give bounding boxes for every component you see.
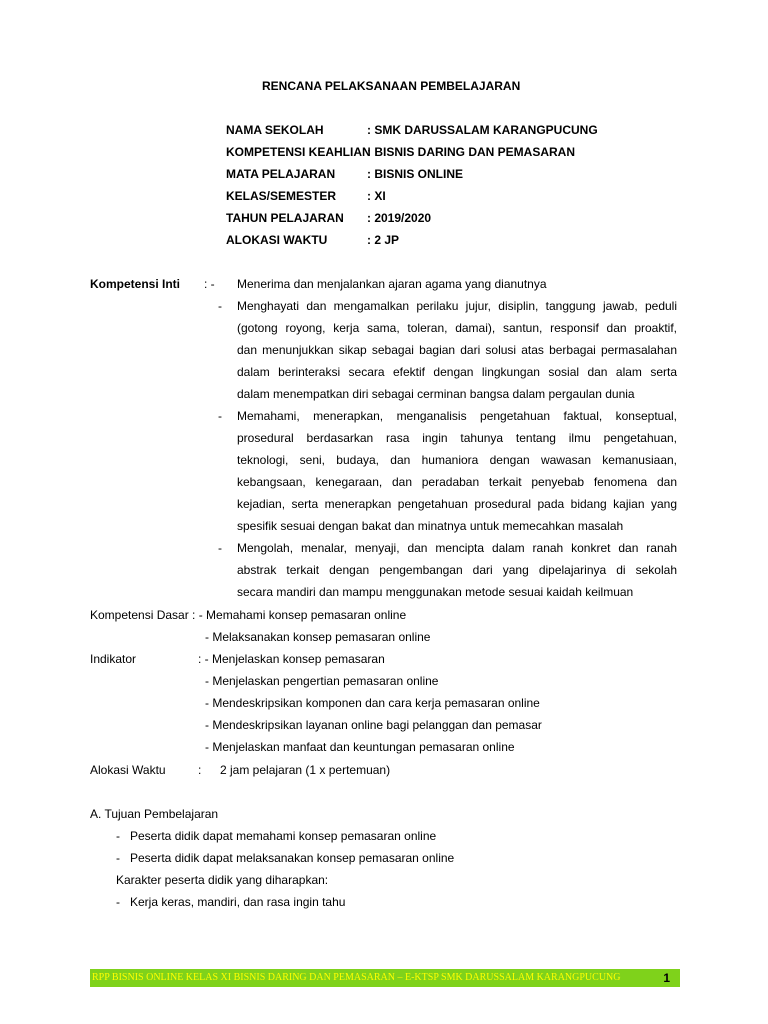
ki-item-2-line: dalam menempatkan diri sebagai cerminan bangsa dalam pergaulan dunia [237,387,635,401]
ki-item-2-line: (gotong royong, kerja sama, toleran, damai), santun, responsif dan proaktif, [237,321,677,335]
tujuan-item: Peserta didik dapat melaksanakan konsep pemasaran online [130,851,455,865]
list-dash: - [116,895,120,909]
alokasi-label: Alokasi Waktu [90,763,166,777]
karakter-item: Kerja keras, mandiri, dan rasa ingin tahu [130,895,346,909]
tujuan-item: Peserta didik dapat memahami konsep pemasaran online [130,829,437,843]
ki-item-3-line: prosedural berdasarkan rasa ingin tahunya tentang ilmu pengetahuan, [237,431,677,445]
identity-value: : 2 JP [367,233,400,247]
footer-text: RPP BISNIS ONLINE KELAS XI BISNIS DARING DAN PEMASARAN – E-KTSP SMK DARUSSALAM KARANGPUCUNG [92,972,621,983]
indikator-item: - Mendeskripsikan komponen dan cara kerja pemasaran online [205,696,540,710]
ki-item-2-line: Menghayati dan mengamalkan perilaku jujur, disiplin, tanggung jawab, peduli [237,299,677,313]
page-title: RENCANA PELAKSANAAN PEMBELAJARAN [262,79,521,93]
identity-label: ALOKASI WAKTU [226,233,328,247]
identity-label: NAMA SEKOLAH [226,123,324,137]
identity-label: MATA PELAJARAN [226,167,336,181]
identity-value: : SMK DARUSSALAM KARANGPUCUNG [367,123,598,137]
page-footer [90,969,680,987]
ki-label: Kompetensi Inti [90,277,181,291]
ki-item-3-line: Memahami, menerapkan, menganalisis pengetahuan faktual, konseptual, [237,409,677,423]
identity-value: : XI [367,189,386,203]
ki-colon-dash: : - [204,277,215,291]
identity-value: : 2019/2020 [367,211,432,225]
indikator-first: : - Menjelaskan konsep pemasaran [198,652,385,666]
identity-label: KOMPETENSI KEAHLIAN [226,145,371,159]
alokasi-value: 2 jam pelajaran (1 x pertemuan) [220,763,391,777]
indikator-item: - Menjelaskan pengertian pemasaran online [205,674,439,688]
identity-value: : BISNIS ONLINE [367,167,464,181]
ki-item-2-line: dalam berinteraksi secara efektif dengan lingkungan sosial dan alam serta [237,365,677,379]
identity-label: KELAS/SEMESTER [226,189,337,203]
ki-item-3-line: spesifik sesuai dengan bakat dan minatnya untuk memecahkan masalah [237,519,624,533]
list-dash: - [218,299,222,313]
ki-item-3-line: teknologi, seni, budaya, dan humaniora dengan wawasan kemanusiaan, [237,453,677,467]
indikator-label: Indikator [90,652,137,666]
identity-label: TAHUN PELAJARAN [226,211,344,225]
list-dash: - [218,409,222,423]
kd-item: - Melaksanakan konsep pemasaran online [205,630,431,644]
ki-item-4-line: secara mandiri dan mampu menggunakan metode sesuai kaidah keilmuan [237,585,634,599]
ki-item-3-line: kebangsaan, kenegaraan, dan peradaban terkait penyebab fenomena dan [237,475,677,489]
page-number: 1 [663,971,670,985]
list-dash: - [218,541,222,555]
ki-item-4-line: abstrak terkait dengan pengembangan dari yang dipelajarinya di sekolah [237,563,677,577]
karakter-heading: Karakter peserta didik yang diharapkan: [116,873,329,887]
indikator-item: - Menjelaskan manfaat dan keuntungan pemasaran online [205,740,515,754]
ki-item-3-line: kejadian, serta menerapkan pengetahuan prosedural pada bidang kajian yang [237,497,677,511]
indikator-item: - Mendeskripsikan layanan online bagi pelanggan dan pemasar [205,718,542,732]
ki-item-4-line: Mengolah, menalar, menyaji, dan mencipta dalam ranah konkret dan ranah [237,541,677,555]
identity-value: : BISNIS DARING DAN PEMASARAN [367,145,576,159]
ki-item-1: Menerima dan menjalankan ajaran agama yang dianutnya [237,277,547,291]
ki-item-2-line: dan menunjukkan sikap sebagai bagian dari solusi atas berbagai permasalahan [237,343,677,357]
alokasi-colon: : [198,763,202,777]
list-dash: - [116,851,120,865]
list-dash: - [116,829,120,843]
kd-first-line: Kompetensi Dasar : - Memahami konsep pemasaran online [90,608,407,622]
section-heading: A. Tujuan Pembelajaran [90,807,219,821]
